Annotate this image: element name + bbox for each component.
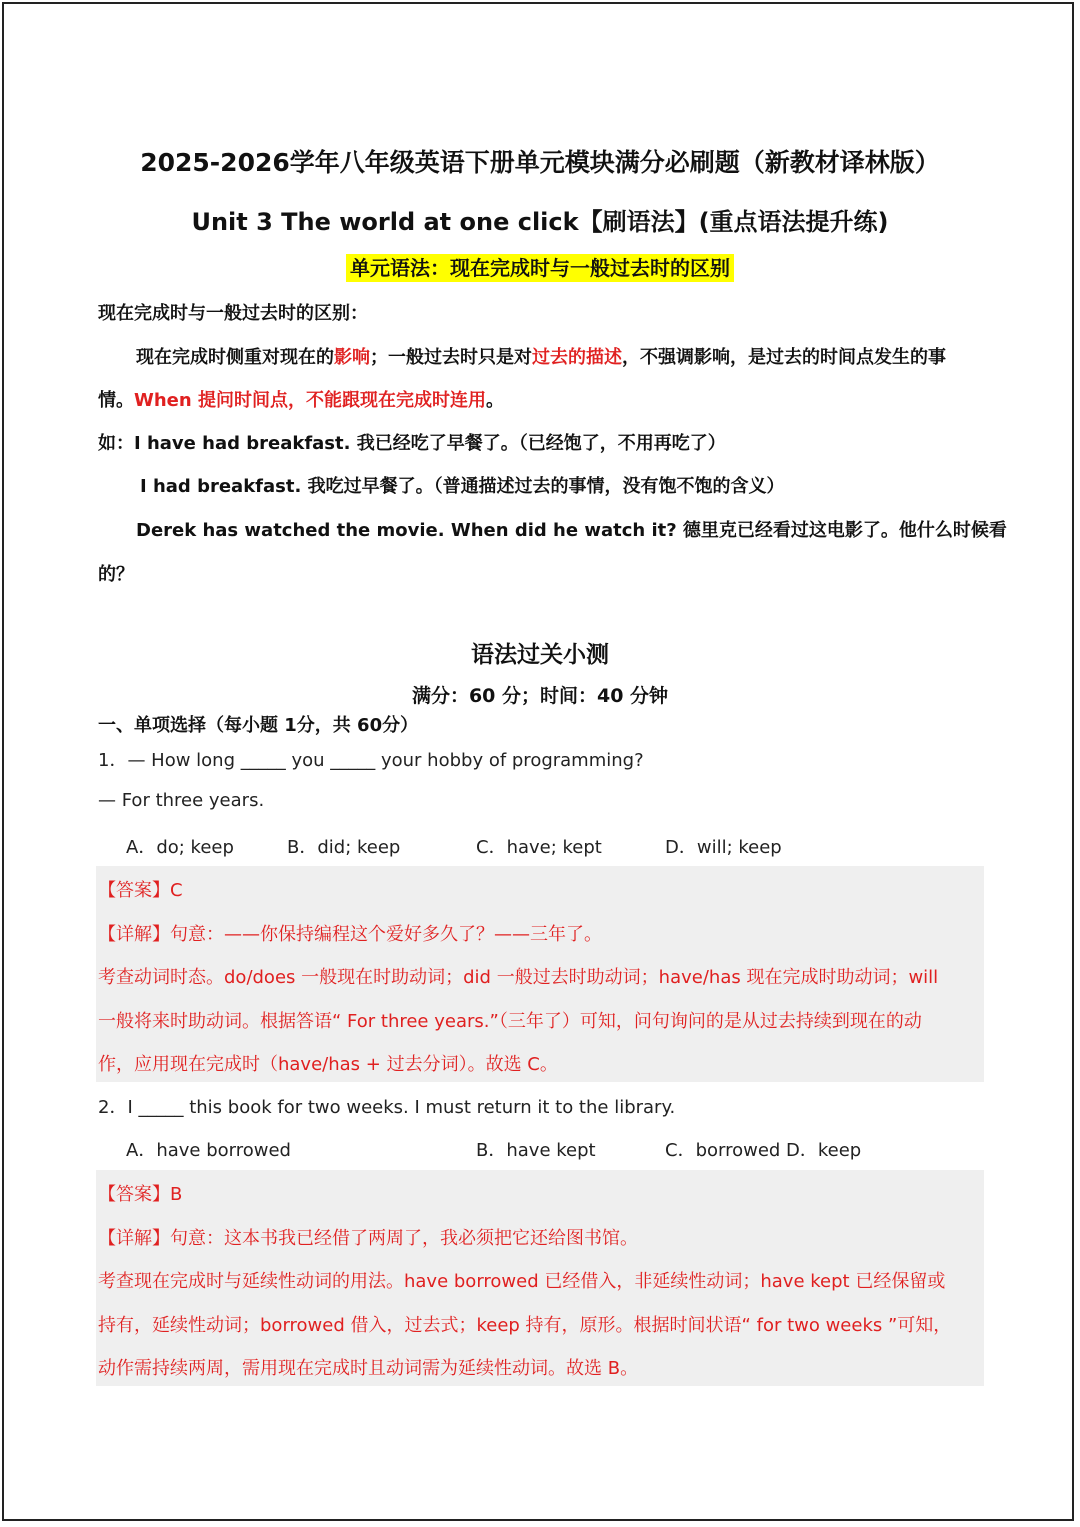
question-2-option-c[interactable]: C．borrowed — [665, 1140, 781, 1161]
example-3-cont: 的？ — [98, 564, 134, 585]
p1-e: ，不强调影响，是过去的时间点发生的事 — [622, 347, 946, 368]
question-2-explain-3: 动作需持续两周，需用现在完成时且动词需为延续性动词。故选 B。 — [98, 1358, 639, 1379]
intro-paragraph-line1 — [136, 343, 946, 369]
question-2-answer-box — [96, 1170, 984, 1386]
question-1-option-c[interactable]: C．have; kept — [476, 837, 602, 858]
question-1-option-a[interactable]: A．do; keep — [126, 837, 234, 858]
question-1-option-d[interactable]: D．will; keep — [665, 837, 782, 858]
question-1-answer-box — [96, 866, 984, 1082]
quiz-info: 满分：60 分；时间：40 分钟 — [411, 685, 669, 707]
question-1-explain-3: 作，应用现在完成时（have/has + 过去分词）。故选 C。 — [98, 1054, 558, 1075]
intro-heading: 现在完成时与一般过去时的区别： — [98, 303, 368, 324]
question-1-explain-1: 考查动词时态。do/does 一般现在时助动词；did 一般过去时助动词；have/has 现在完成时助动词；will — [98, 967, 939, 988]
example-1: 如：I have had breakfast. 我已经吃了早餐了。（已经饱了，不用再吃了） — [98, 433, 726, 454]
highlight-wrap — [0, 252, 1080, 281]
section-heading: 一、单项选择（每小题 1分，共 60分） — [98, 715, 419, 736]
question-2-answer: 【答案】B — [98, 1184, 183, 1205]
example-3: Derek has watched the movie. When did he watch it? 德里克已经看过这电影了。他什么时候看 — [136, 520, 1007, 541]
quiz-title: 语法过关小测 — [471, 642, 609, 668]
question-1-explain-2: 一般将来时助动词。根据答语“ For three years.”（三年了）可知，问句询问的是从过去持续到现在的动 — [98, 1011, 922, 1032]
p1-a: 现在完成时侧重对现在的 — [136, 347, 334, 368]
question-2-explain-1: 考查现在完成时与延续性动词的用法。have borrowed 已经借入，非延续性动词；have kept 已经保留或 — [98, 1271, 946, 1292]
question-2-option-b[interactable]: B．have kept — [476, 1140, 596, 1161]
p1-b: 影响 — [334, 347, 370, 368]
question-2-option-d[interactable]: D．keep — [786, 1140, 862, 1161]
p1-c: ；一般过去时只是对 — [370, 347, 532, 368]
p2-a: 情。 — [98, 390, 134, 411]
document-title: 2025-2026学年八年级英语下册单元模块满分必刷题（新教材译林版） — [140, 148, 940, 177]
question-1-stem: 1．— How long _____ you _____ your hobby of programming? — [98, 750, 644, 771]
unit-subtitle: Unit 3 The world at one click【刷语法】(重点语法提升练) — [191, 208, 889, 236]
question-1-answer: 【答案】C — [98, 880, 183, 901]
unit-grammar-highlight: 单元语法：现在完成时与一般过去时的区别 — [346, 254, 734, 282]
question-2-detail: 【详解】句意：这本书我已经借了两周了，我必须把它还给图书馆。 — [98, 1228, 638, 1249]
p1-d: 过去的描述 — [532, 347, 622, 368]
example-2: I had breakfast. 我吃过早餐了。（普通描述过去的事情，没有饱不饱的含义） — [140, 476, 785, 497]
question-1-detail: 【详解】句意：——你保持编程这个爱好多久了？——三年了。 — [98, 924, 602, 945]
question-2-explain-2: 持有，延续性动词；borrowed 借入，过去式；keep 持有，原形。根据时间状语“ for two weeks ”可知， — [98, 1315, 952, 1336]
intro-paragraph-line2 — [98, 386, 504, 412]
p2-c: 。 — [485, 390, 504, 411]
p2-b: When 提问时间点，不能跟现在完成时连用 — [134, 390, 486, 411]
question-1-option-b[interactable]: B．did; keep — [287, 837, 401, 858]
question-2-stem: 2．I _____ this book for two weeks. I must return it to the library. — [98, 1097, 676, 1118]
question-1-stem2: — For three years. — [98, 790, 265, 811]
question-2-option-a[interactable]: A．have borrowed — [126, 1140, 291, 1161]
